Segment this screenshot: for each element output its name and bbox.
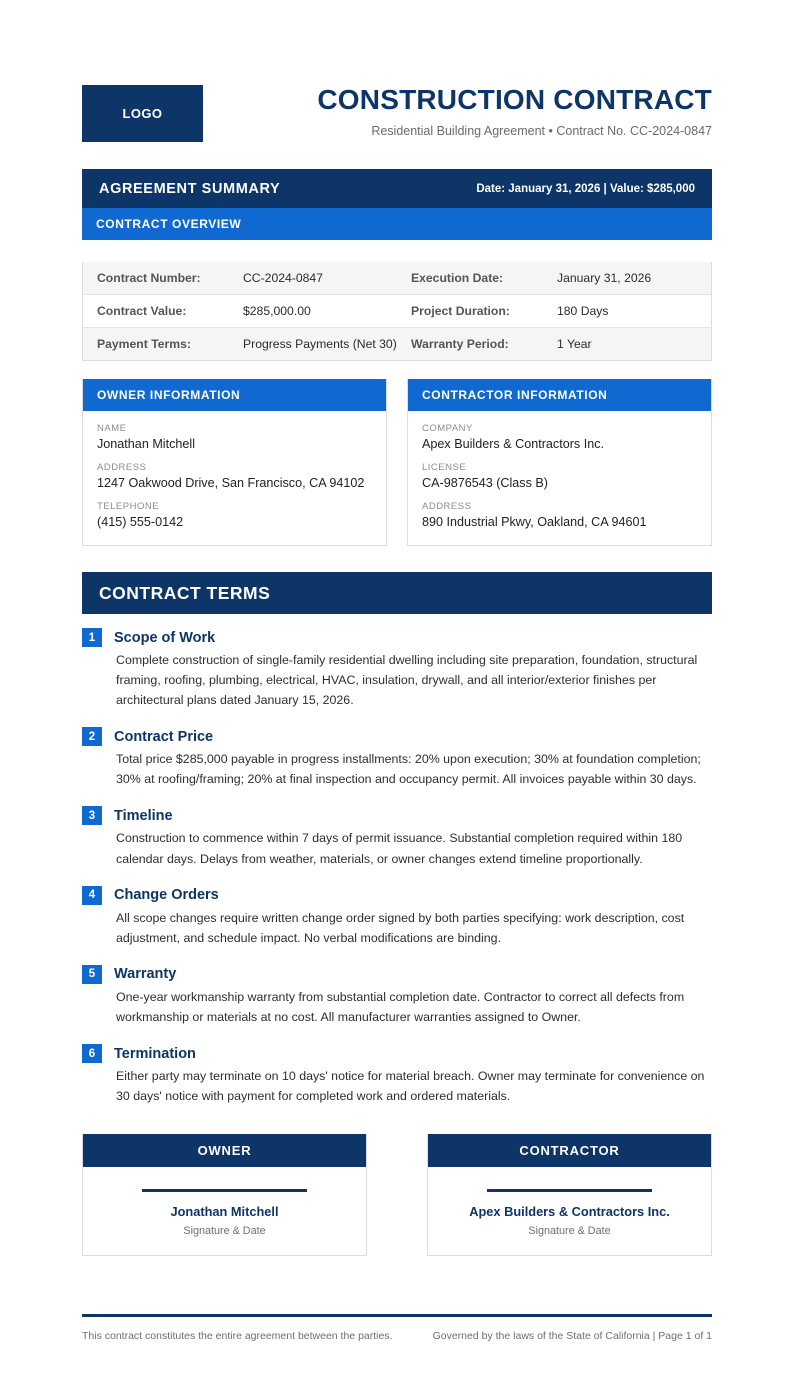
owner-telephone-field [97, 501, 372, 531]
title-block [203, 85, 712, 138]
term-body: Complete construction of single-family residential dwelling including site preparation, foundation, structural framing, roofing, plumbing, electrical, HVAC, insulation, drywall, and all interior/exterior finishes per architectural plans dated January 15, 2026. [116, 653, 698, 708]
document-footer [82, 1314, 712, 1342]
field-value: Apex Builders & Contractors Inc. [422, 437, 604, 451]
term-item [82, 886, 712, 948]
field-label: ADDRESS [97, 462, 147, 473]
signature-line[interactable] [487, 1189, 652, 1192]
term-title: Termination [114, 1045, 196, 1062]
table-row [83, 327, 711, 360]
overview-value: January 31, 2026 [557, 271, 652, 285]
term-number-badge: 3 [82, 806, 102, 825]
owner-signature-name: Jonathan Mitchell [170, 1204, 279, 1220]
contractor-information-card [407, 379, 712, 546]
overview-key: Payment Terms: [97, 337, 191, 351]
term-number-badge: 6 [82, 1044, 102, 1063]
owner-address-field [97, 462, 372, 492]
term-body: Total price $285,000 payable in progress installments: 20% upon execution; 30% at foundation completion; 30% at roofing/framing; 20% at final inspection and occupancy permit. All invoices payable within 30 days. [116, 752, 701, 787]
overview-value: 180 Days [557, 304, 609, 318]
term-number-badge: 1 [82, 628, 102, 647]
overview-key: Execution Date: [411, 271, 504, 285]
field-value: (415) 555-0142 [97, 515, 184, 529]
field-label: TELEPHONE [97, 501, 160, 512]
term-title: Timeline [114, 807, 173, 824]
contractor-company-field [422, 423, 697, 453]
field-value: 890 Industrial Pkwy, Oakland, CA 94601 [422, 515, 647, 529]
owner-card-heading: OWNER INFORMATION [83, 379, 386, 411]
term-body: One-year workmanship warranty from substantial completion date. Contractor to correct all defects from workmanship or materials at no cost. All manufacturer warranties assigned to Owner. [116, 989, 685, 1024]
field-label: ADDRESS [422, 501, 472, 512]
term-number-badge: 4 [82, 886, 102, 905]
page-title: CONSTRUCTION CONTRACT [317, 84, 712, 115]
field-label: LICENSE [422, 462, 467, 473]
term-title: Warranty [114, 966, 177, 983]
term-title: Contract Price [114, 728, 214, 745]
overview-key: Contract Value: [97, 304, 187, 318]
contractor-card-heading: CONTRACTOR INFORMATION [408, 379, 711, 411]
overview-key: Contract Number: [97, 271, 201, 285]
term-item [82, 965, 712, 1027]
footer-divider [82, 1314, 712, 1317]
footer-right-text: Governed by the laws of the State of California | Page 1 of 1 [432, 1330, 712, 1342]
field-label: NAME [97, 423, 127, 434]
term-title: Change Orders [114, 887, 219, 904]
footer-left-text: This contract constitutes the entire agreement between the parties. [82, 1330, 393, 1342]
overview-key: Warranty Period: [411, 337, 509, 351]
overview-key: Project Duration: [411, 304, 510, 318]
agreement-summary-banner [82, 169, 712, 208]
table-row [83, 262, 711, 294]
contract-overview-table [82, 262, 712, 361]
overview-value: $285,000.00 [243, 304, 311, 318]
term-body: All scope changes require written change order signed by both parties specifying: work description, cost adjustment, and schedule impact. No verbal modifications are binding. [116, 910, 685, 945]
contract-overview-section [82, 208, 712, 361]
term-item [82, 1044, 712, 1106]
contractor-signature-caption: Signature & Date [528, 1225, 611, 1238]
contractor-address-field [422, 501, 697, 531]
term-item [82, 727, 712, 789]
owner-name-field [97, 423, 372, 453]
owner-signature-caption: Signature & Date [183, 1225, 266, 1238]
contractor-signature-heading: CONTRACTOR [428, 1134, 711, 1167]
term-item [82, 628, 712, 710]
owner-information-card [82, 379, 387, 546]
agreement-summary-meta: Date: January 31, 2026 | Value: $285,000 [476, 182, 695, 195]
agreement-summary-label: AGREEMENT SUMMARY [99, 180, 281, 197]
table-row [83, 294, 711, 327]
contract-terms-list [82, 628, 712, 1106]
logo-placeholder: LOGO [82, 85, 203, 142]
field-value: CA-9876543 (Class B) [422, 476, 548, 490]
term-item [82, 806, 712, 868]
contractor-license-field [422, 462, 697, 492]
signature-row [82, 1134, 712, 1256]
field-value: Jonathan Mitchell [97, 437, 196, 451]
page-subtitle: Residential Building Agreement • Contract No. CC-2024-0847 [371, 124, 712, 139]
overview-value: CC-2024-0847 [243, 271, 323, 285]
term-number-badge: 2 [82, 727, 102, 746]
contract-overview-heading: CONTRACT OVERVIEW [82, 208, 712, 240]
contract-terms-heading: CONTRACT TERMS [82, 572, 712, 614]
term-title: Scope of Work [114, 629, 216, 646]
contractor-signature-card [427, 1134, 712, 1256]
term-number-badge: 5 [82, 965, 102, 984]
signature-line[interactable] [142, 1189, 307, 1192]
party-information-row [82, 379, 712, 546]
term-body: Either party may terminate on 10 days' notice for material breach. Owner may terminate for convenience on 30 days' notice with payment for completed work and ordered materials. [116, 1069, 705, 1104]
field-value: 1247 Oakwood Drive, San Francisco, CA 94102 [97, 476, 365, 490]
field-label: COMPANY [422, 423, 473, 434]
document-header [82, 85, 712, 147]
owner-signature-card [82, 1134, 367, 1256]
contractor-signature-name: Apex Builders & Contractors Inc. [469, 1204, 670, 1220]
owner-signature-heading: OWNER [83, 1134, 366, 1167]
overview-value: 1 Year [557, 337, 592, 351]
term-body: Construction to commence within 7 days of permit issuance. Substantial completion required within 180 calendar days. Delays from weather, materials, or owner changes extend timeline proportionally. [116, 831, 683, 866]
overview-value: Progress Payments (Net 30) [243, 337, 397, 351]
